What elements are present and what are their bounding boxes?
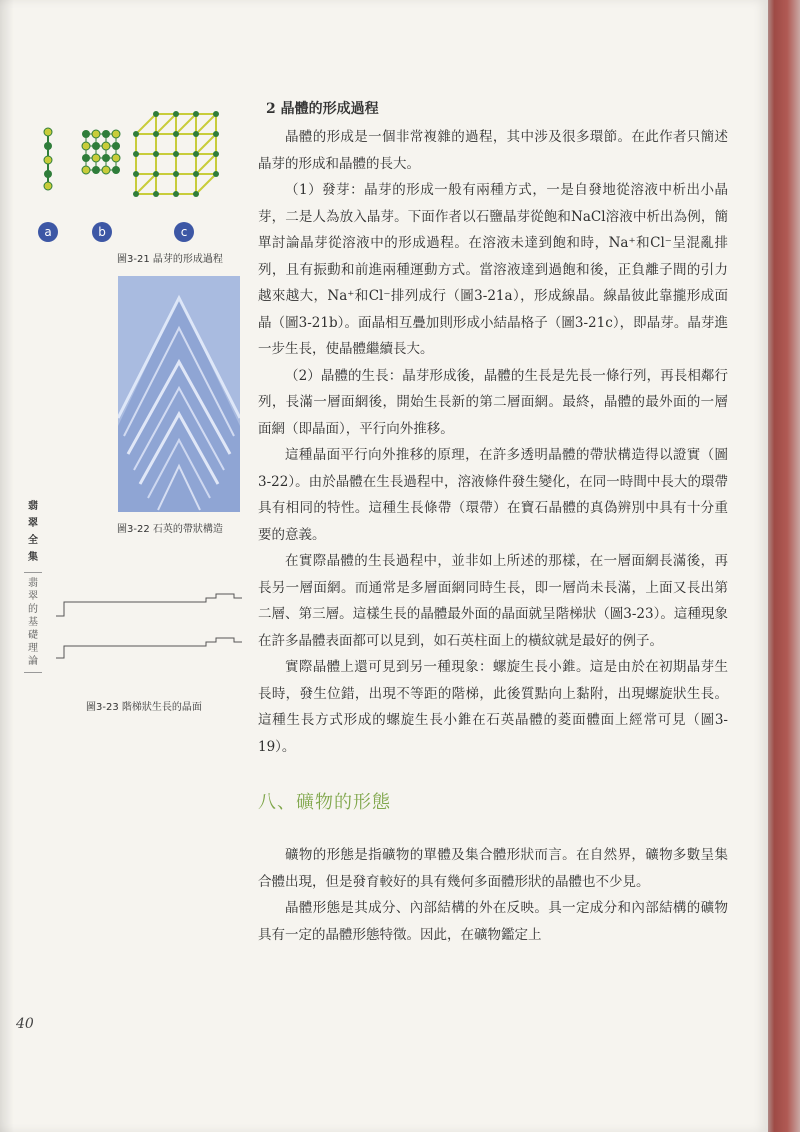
chapter-char: 翡 <box>28 578 38 589</box>
paragraph: 晶體的形成是一個非常複雜的過程，其中涉及很多環節。在此作者只簡述晶芽的形成和晶體的長大。 <box>258 129 728 172</box>
paragraph: 晶體形態是其成分、內部結構的外在反映。具一定成分和內部結構的礦物具有一定的晶體形態特徵。因此，在礦物鑑定上 <box>258 900 728 943</box>
chapter-char: 理 <box>28 643 38 654</box>
figure-label-a: a <box>38 222 58 242</box>
subsection-heading: 2 晶體的形成過程 <box>266 101 379 117</box>
figure-label-c: c <box>174 222 194 242</box>
chapter-char: 礎 <box>28 630 38 641</box>
series-char: 翠 <box>28 518 38 529</box>
figure-3-22 <box>118 276 240 512</box>
figure-3-22-caption: 圖3-22 石英的帶狀構造 <box>117 524 223 535</box>
section-heading: 八、礦物的形態 <box>258 792 391 813</box>
figure-3-23 <box>56 590 242 676</box>
side-chapter-tab <box>24 498 42 673</box>
crystal-growth-illustration <box>36 104 246 224</box>
paragraph: 這種晶面平行向外推移的原理，在許多透明晶體的帶狀構造得以證實（圖3-22）。由於晶體在生長過程中，溶液條件發生變化，在同一時間中長大的環帶具有相同的特性。這種生長條帶（環帶）在寶石晶體的真偽辨別中具有十分重要的意義。 <box>258 447 728 543</box>
paragraph: 礦物的形態是指礦物的單體及集合體形狀而言。在自然界，礦物多數呈集合體出現，但是發育較好的具有幾何多面體形狀的晶體也不少見。 <box>258 847 728 890</box>
series-char: 全 <box>28 535 38 546</box>
page-number: 40 <box>16 1016 34 1032</box>
chapter-char: 基 <box>28 617 38 628</box>
paragraph: 在實際晶體的生長過程中，並非如上所述的那樣，在一層面網長滿後，再長另一層面網。而通常是多層面網同時生長，即一層尚未長滿，上面又長出第二層、第三層。這樣生長的晶體最外面的晶面就呈階梯狀（圖3-23）。這種現象在許多晶體表面都可以見到，如石英柱面上的橫紋就是最好的例子。 <box>258 553 728 649</box>
book-cover-edge <box>768 0 800 1132</box>
figure-3-21-caption: 圖3-21 晶芽的形成過程 <box>117 254 223 265</box>
figure-3-23-caption: 圖3-23 階梯狀生長的晶面 <box>86 702 202 713</box>
figure-3-21 <box>36 104 246 254</box>
paragraph: （1）發芽：晶芽的形成一般有兩種方式，一是自發地從溶液中析出小晶芽，二是人為放入晶芽。下面作者以石鹽晶芽從飽和NaCl溶液中析出為例，簡單討論晶芽從溶液中的形成過程。在溶液未達到飽和時，Na⁺和Cl⁻呈混亂排列，且有振動和前進兩種運動方式。當溶液達到過飽和後，正負離子間的引力越來越大，Na⁺和Cl⁻排列成行（圖3-21a），形成線晶。線晶彼此靠攏形成面晶（圖3-21b）。面晶相互疊加則形成小結晶格子（圖3-21c），即晶芽。晶芽進一步生長，使晶體繼續長大。 <box>258 182 728 357</box>
plane-crystal-b <box>82 130 120 174</box>
chapter-char: 論 <box>28 656 38 667</box>
paragraph: 實際晶體上還可見到另一種現象：螺旋生長小錐。這是由於在初期晶芽生長時，發生位錯，出現不等距的階梯，此後質點向上黏附，出現螺旋狀生長。這種生長方式形成的螺旋生長小錐在石英晶體的菱面體面上經常可見（圖3-19）。 <box>258 659 728 755</box>
series-title <box>24 498 42 566</box>
stepped-crystal-face-diagram <box>56 590 242 676</box>
page-gutter-shadow <box>0 0 14 1132</box>
series-char: 翡 <box>28 501 38 512</box>
chapter-char: 翠 <box>28 591 38 602</box>
chapter-char: 的 <box>28 604 38 615</box>
paragraph: （2）晶體的生長：晶芽形成後，晶體的生長是先長一條行列，再長相鄰行列，長滿一層面網後，開始生長新的第二層面網。最終，晶體的最外面的一層面網（即晶面），平行向外推移。 <box>258 367 728 437</box>
series-char: 集 <box>28 552 38 563</box>
main-text-column <box>258 98 728 948</box>
quartz-banding-photo <box>118 276 240 512</box>
figure-label-b: b <box>92 222 112 242</box>
chapter-title <box>24 572 42 673</box>
line-crystal-a <box>44 128 52 190</box>
